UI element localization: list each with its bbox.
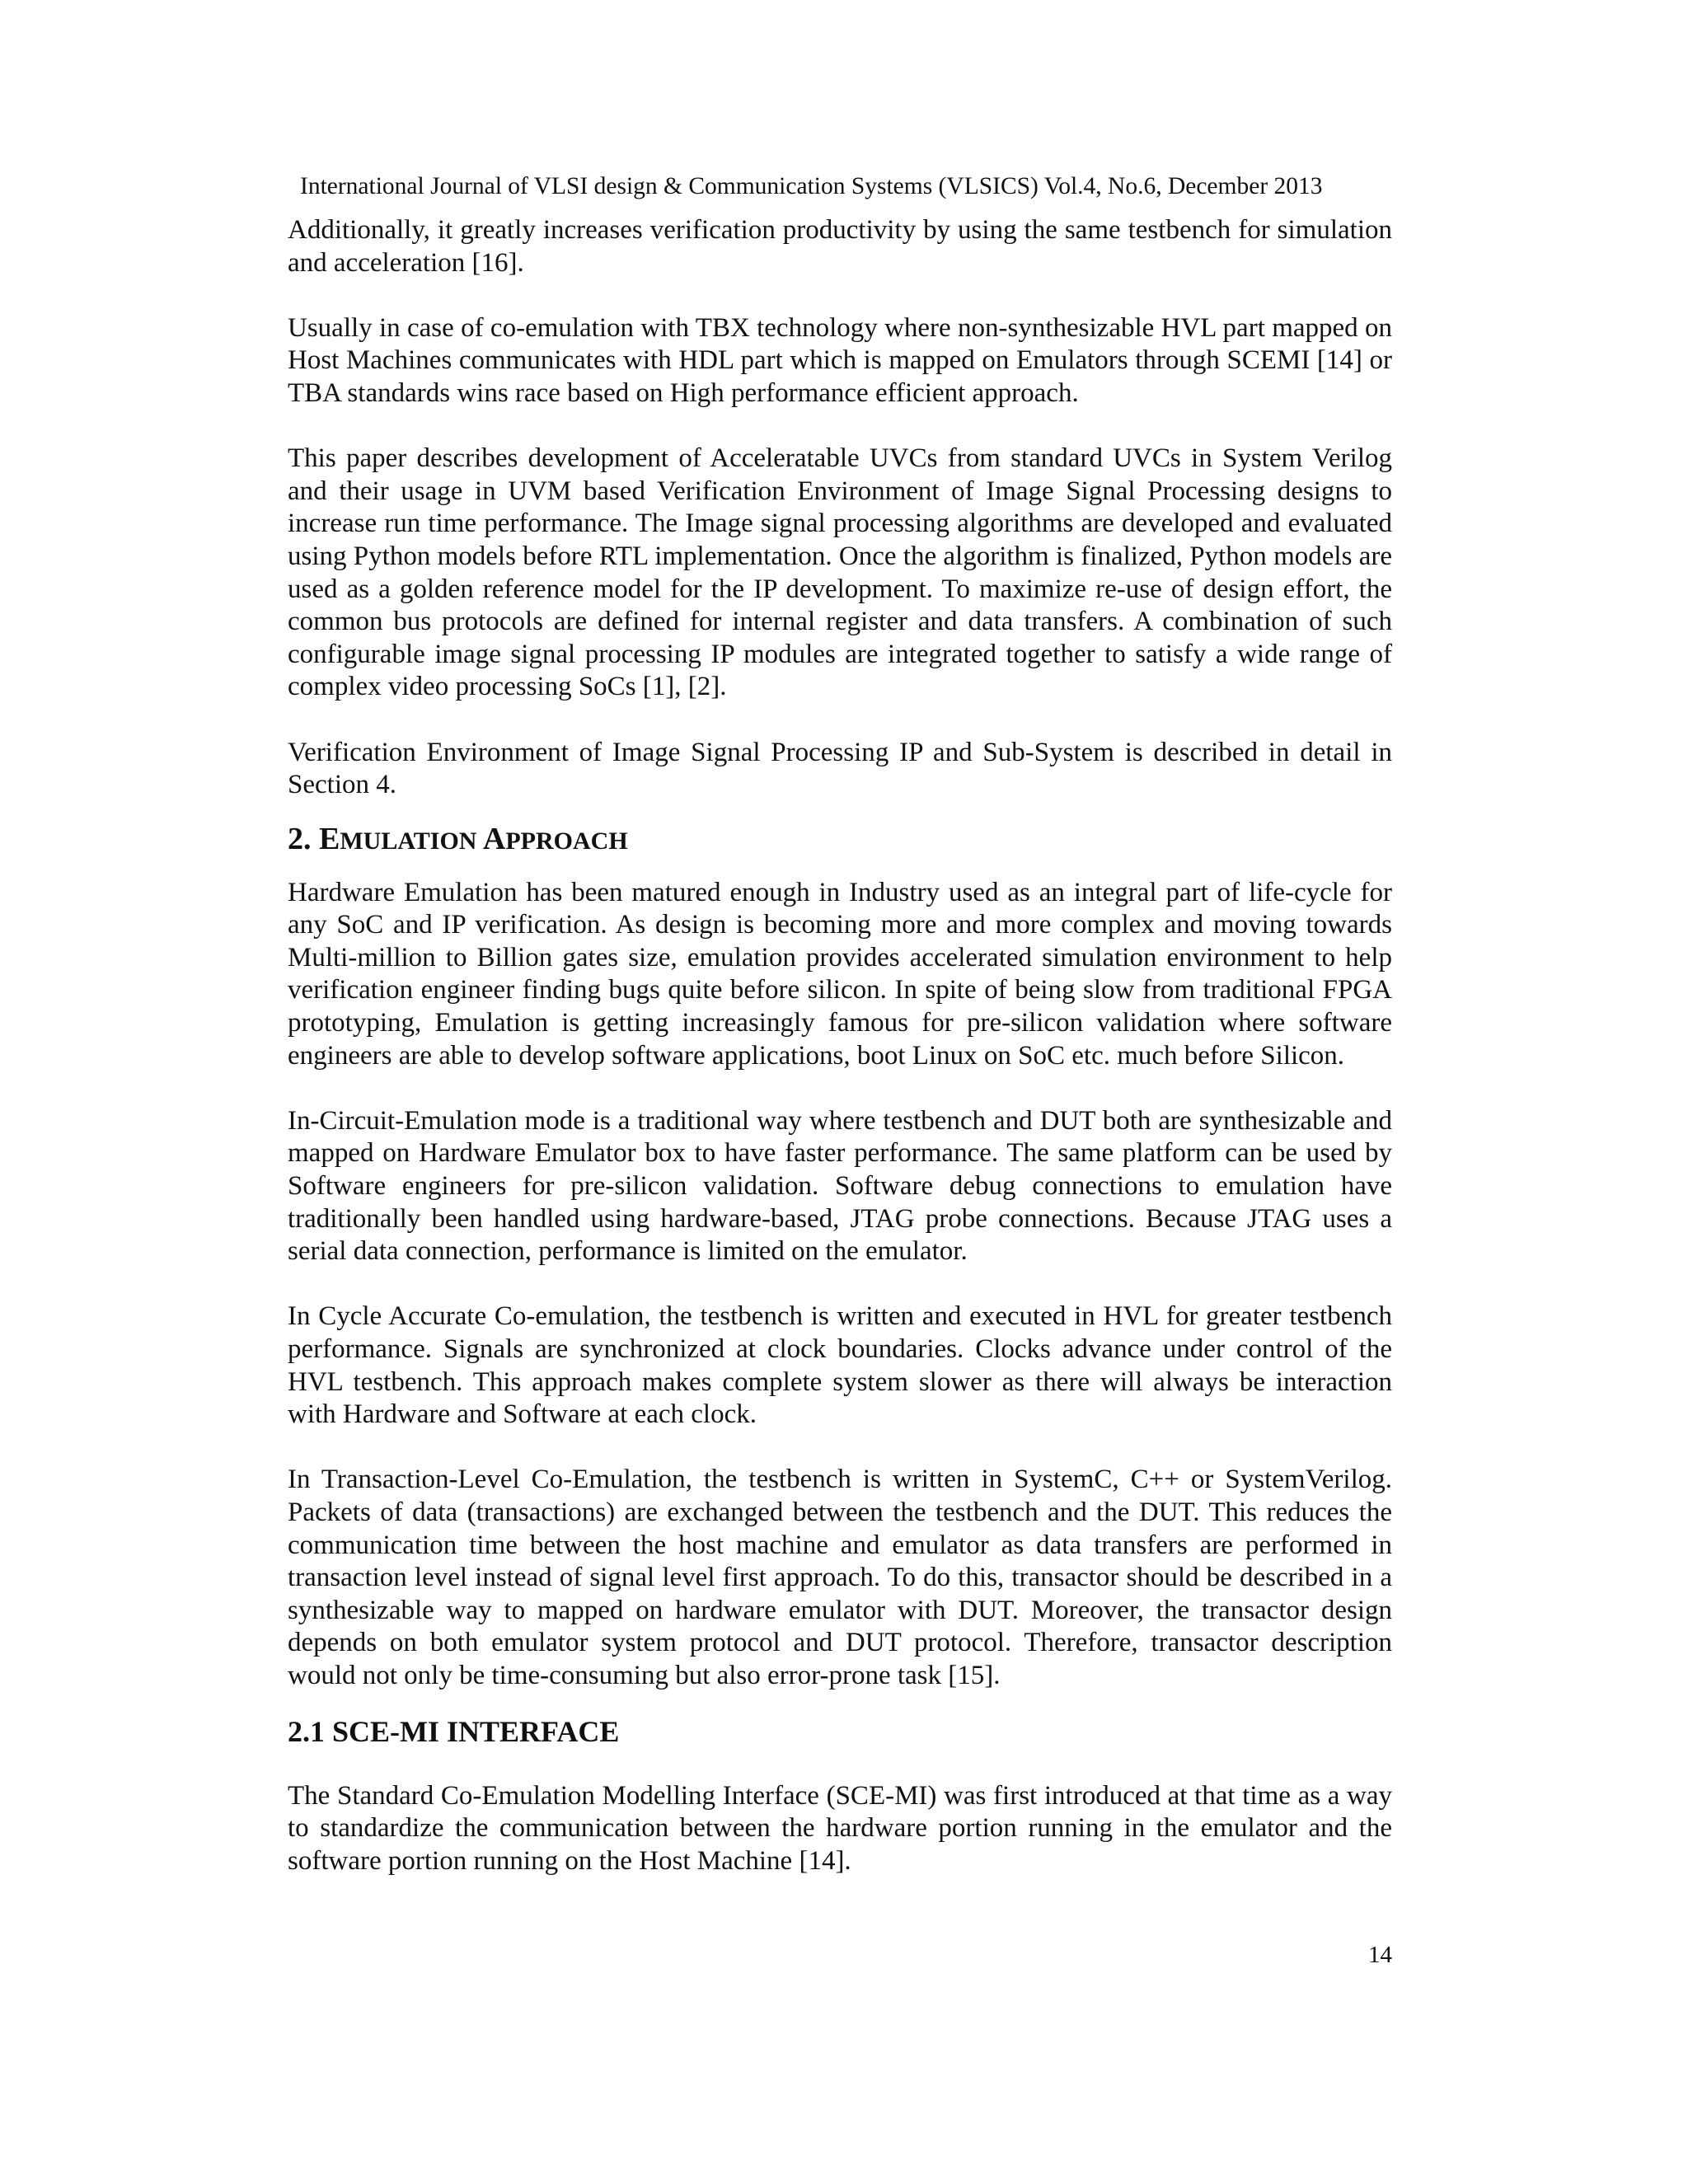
paragraph-cycle-accurate: In Cycle Accurate Co-emulation, the testbench is written and executed in HVL for greater testbench performance. Signals are synchronized at clock boundaries. Clocks advance under control of the HVL testbench. This approach makes complete system slower as there will always be interaction with Hardware and Software at each clock. xyxy=(288,1301,1392,1430)
running-header: International Journal of VLSI design & Communication Systems (VLSICS) Vol.4, No.6, December 2013 xyxy=(300,173,1323,199)
page-content xyxy=(288,214,1392,1877)
paragraph-hardware-emulation: Hardware Emulation has been matured enough in Industry used as an integral part of life-cycle for any SoC and IP verification. As design is becoming more and more complex and moving towards Multi-million to Billion gates size, emulation provides accelerated simulation environment to help verification engineer finding bugs quite before silicon. In spite of being slow from traditional FPGA prototyping, Emulation is getting increasingly famous for pre-silicon validation where software engineers are able to develop software applications, boot Linux on SoC etc. much before Silicon. xyxy=(288,877,1392,1071)
section-title-cap-a: A xyxy=(482,821,506,856)
subsection-heading-sce-mi: 2.1 SCE-MI INTERFACE xyxy=(288,1714,620,1748)
paragraph-co-emulation-tbx: Usually in case of co-emulation with TBX technology where non-synthesizable HVL part mapped on Host Machines communicates with HDL part which is mapped on Emulators through SCEMI [14] or TBA standards wins race based on High performance efficient approach. xyxy=(288,312,1392,408)
paragraph-in-circuit-emulation: In-Circuit-Emulation mode is a traditional way where testbench and DUT both are synthesizable and mapped on Hardware Emulator box to have faster performance. The same platform can be used by Software engineers for pre-silicon validation. Software debug connections to emulation have traditionally been handled using hardware-based, JTAG probe connections. Because JTAG uses a serial data connection, performance is limited on the emulator. xyxy=(288,1105,1392,1267)
section-title-rest-a: PPROACH xyxy=(505,827,628,855)
paragraph-paper-description: This paper describes development of Acceleratable UVCs from standard UVCs in System Verilog and their usage in UVM based Verification Environment of Image Signal Processing designs to increase run time performance. The Image signal processing algorithms are developed and evaluated using Python models before RTL implementation. Once the algorithm is finalized, Python models are used as a golden reference model for the IP development. To maximize re-use of design effort, the common bus protocols are defined for internal register and data transfers. A combination of such configurable image signal processing IP modules are integrated together to satisfy a wide range of complex video processing SoCs [1], [2]. xyxy=(288,443,1392,702)
paragraph-sce-mi: The Standard Co-Emulation Modelling Interface (SCE-MI) was first introduced at that time as a way to standardize the communication between the hardware portion running in the emulator and the software portion running on the Host Machine [14]. xyxy=(288,1780,1392,1876)
section-heading-emulation-approach xyxy=(288,820,1392,860)
paragraph-transaction-level: In Transaction-Level Co-Emulation, the testbench is written in SystemC, C++ or SystemVerilog. Packets of data (transactions) are exchanged between the testbench and the DUT. This reduces the communication time between the host machine and emulator as data transfers are performed in transaction level instead of signal level first approach. To do this, transactor should be described in a synthesizable way to mapped on hardware emulator with DUT. Moreover, the transactor design depends on both emulator system protocol and DUT protocol. Therefore, transactor description would not only be time-consuming but also error-prone task [15]. xyxy=(288,1465,1392,1690)
section-title-rest-e: MULATION xyxy=(340,827,477,855)
paragraph-section-reference: Verification Environment of Image Signal Processing IP and Sub-System is described in detail in Section 4. xyxy=(288,737,1392,800)
paragraph-intro-continuation: Additionally, it greatly increases verification productivity by using the same testbench for simulation and acceleration [16]. xyxy=(288,215,1392,278)
section-title-cap-e: E xyxy=(319,821,340,856)
page-number: 14 xyxy=(1368,1942,1392,1968)
section-number: 2. xyxy=(288,821,312,856)
